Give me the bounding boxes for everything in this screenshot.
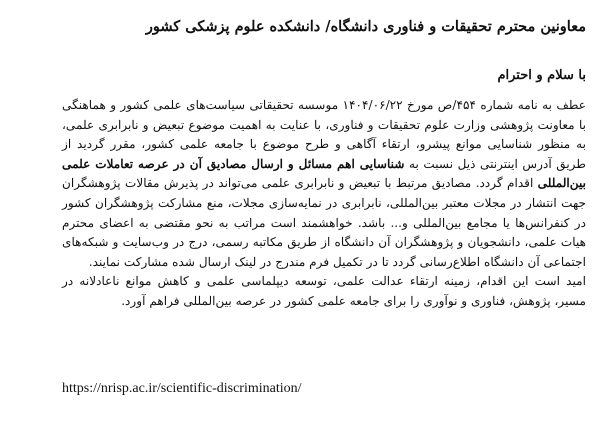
recipient-title: معاونین محترم تحقیقات و فناوری دانشگاه/ دانشکده علوم پزشکی کشور bbox=[145, 18, 586, 35]
paragraph-2: امید است این اقدام، زمینه ارتقاء عدالت علمی، توسعه دیپلماسی علمی و کاهش موانع ناعادلانه در مسیر، پژوهش، فناوری و نوآوری را برای جامعه علمی کشور در عرصه بین‌المللی فراهم آورد. bbox=[62, 274, 586, 308]
paragraph-1-emphasis: شناسایی اهم مسائل و ارسال مصادیق آن در عرصه تعاملات علمی بین‌المللی bbox=[62, 156, 586, 191]
greeting: با سلام و احترام bbox=[497, 68, 586, 83]
paragraph-1-intro: عطف به نامه شماره ۴۵۴/ص مورخ ۱۴۰۴/۰۶/۲۲ موسسه تحقیقاتی سیاست‌های علمی کشور و هماهنگی با معاونت پژوهشی وزارت علوم تحقیقات و فناوری، با عنایت به اهمیت موضوع تبعیض و نابرابری علمی، به منظور شناسایی موانع پیشرو، ارتقاء آگاهی و طرح موضوع با جامعه علمی کشور، مقرر گردید از طریق آدرس اینترنتی ذیل نسبت به bbox=[62, 98, 586, 171]
paragraph-1 bbox=[62, 96, 586, 272]
survey-link[interactable]: https://nrisp.ac.ir/scientific-discrimination/ bbox=[62, 381, 302, 396]
letter-body bbox=[62, 96, 586, 312]
paragraph-1-rest: اقدام گردد. مصادیق مرتبط با تبعیض و نابرابری علمی می‌تواند در پذیرش مقالات پژوهشگران جهت انتشار در مجلات معتبر بین‌المللی، نابرابری در نمایه‌سازی مجلات، منع مشارکت پژوهشگران کشور در کنفرانس‌ها یا مجامع بین‌المللی و... باشد. خواهشمند است مراتب به نحو مقتضی به اعضای محترم هیات علمی، دانشجویان و پژوهشگران آن دانشگاه از طریق مکاتبه رسمی، درج در وب‌سایت و شبکه‌های اجتماعی آن دانشگاه اطلاع‌رسانی گردد تا در تکمیل فرم مندرج در لینک ارسال شده مشارکت نمایند. bbox=[62, 176, 586, 269]
